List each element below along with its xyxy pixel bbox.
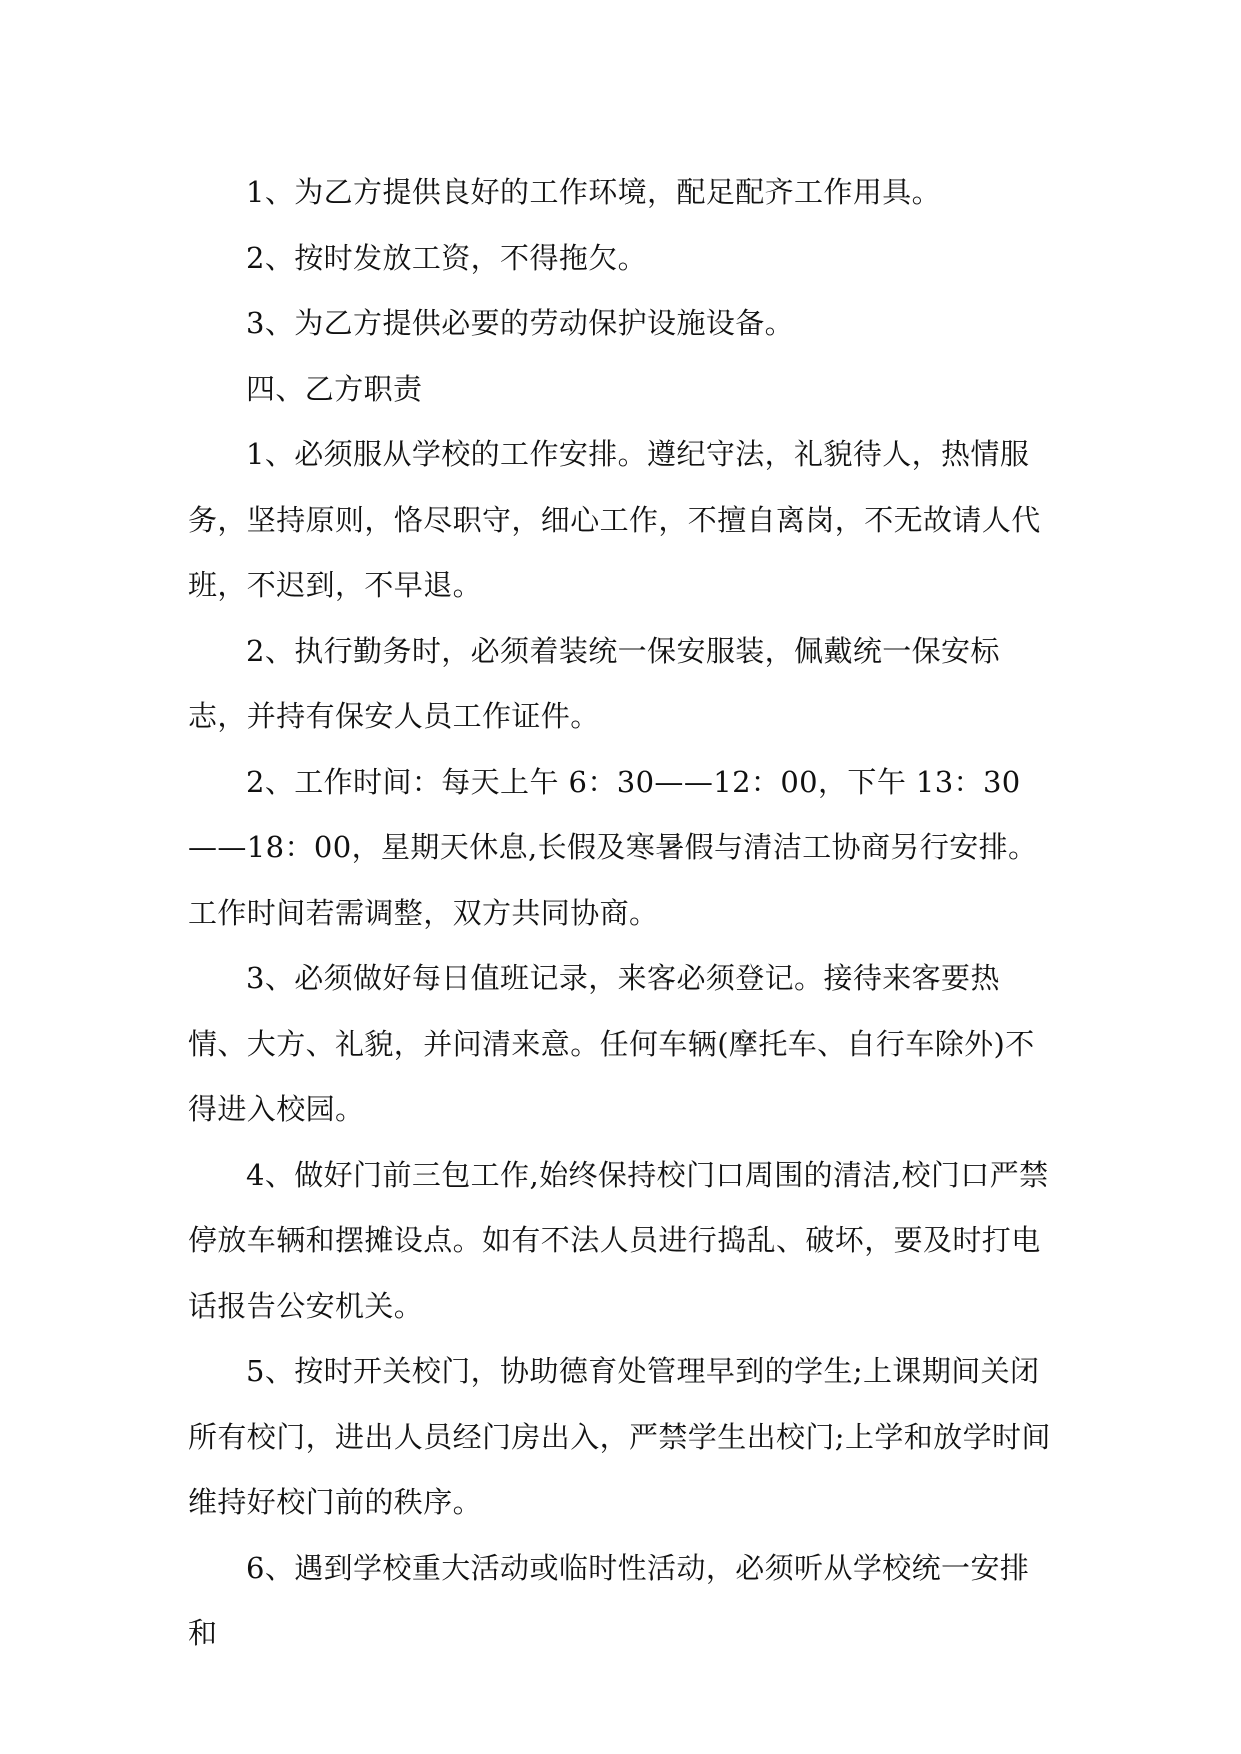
paragraph-party-b-duty-5: 5、按时开关校门，协助德育处管理早到的学生;上课期间关闭所有校门，进出人员经门房出入，严禁学生出校门;上学和放学时间维持好校门前的秩序。 xyxy=(188,1354,1051,1519)
paragraph-party-b-duty-4: 4、做好门前三包工作,始终保持校门口周围的清洁,校门口严禁停放车辆和摆摊设点。如有不法人员进行捣乱、破坏，要及时打电话报告公安机关。 xyxy=(188,1157,1049,1323)
paragraph-party-b-duty-3: 3、必须做好每日值班记录，来客必须登记。接待来客要热情、大方、礼貌，并问清来意。任何车辆(摩托车、自行车除外)不得进入校园。 xyxy=(188,961,1035,1126)
paragraph-employer-duty-2: 2、按时发放工资，不得拖欠。 xyxy=(246,240,648,275)
document-body xyxy=(188,160,1058,1667)
paragraph-employer-duty-1: 1、为乙方提供良好的工作环境，配足配齐工作用具。 xyxy=(246,175,942,209)
paragraph-party-b-duty-2-uniform: 2、执行勤务时，必须着装统一保安服装，佩戴统一保安标志，并持有保安人员工作证件。 xyxy=(188,633,1000,733)
paragraph-party-b-duty-2-hours: 2、工作时间：每天上午 6：30——12：00，下午 13：30——18：00，星期天休息,长假及寒暑假与清洁工协商另行安排。工作时间若需调整，双方共同协商。 xyxy=(188,764,1038,930)
paragraph-employer-duty-3: 3、为乙方提供必要的劳动保护设施设备。 xyxy=(246,306,795,340)
paragraph-party-b-duty-1: 1、必须服从学校的工作安排。遵纪守法，礼貌待人，热情服务，坚持原则，恪尽职守，细心工作，不擅自离岗，不无故请人代班，不迟到，不早退。 xyxy=(188,437,1041,602)
section-heading-party-b-duties: 四、乙方职责 xyxy=(246,371,423,406)
paragraph-party-b-duty-6: 6、遇到学校重大活动或临时性活动，必须听从学校统一安排和 xyxy=(188,1550,1030,1650)
